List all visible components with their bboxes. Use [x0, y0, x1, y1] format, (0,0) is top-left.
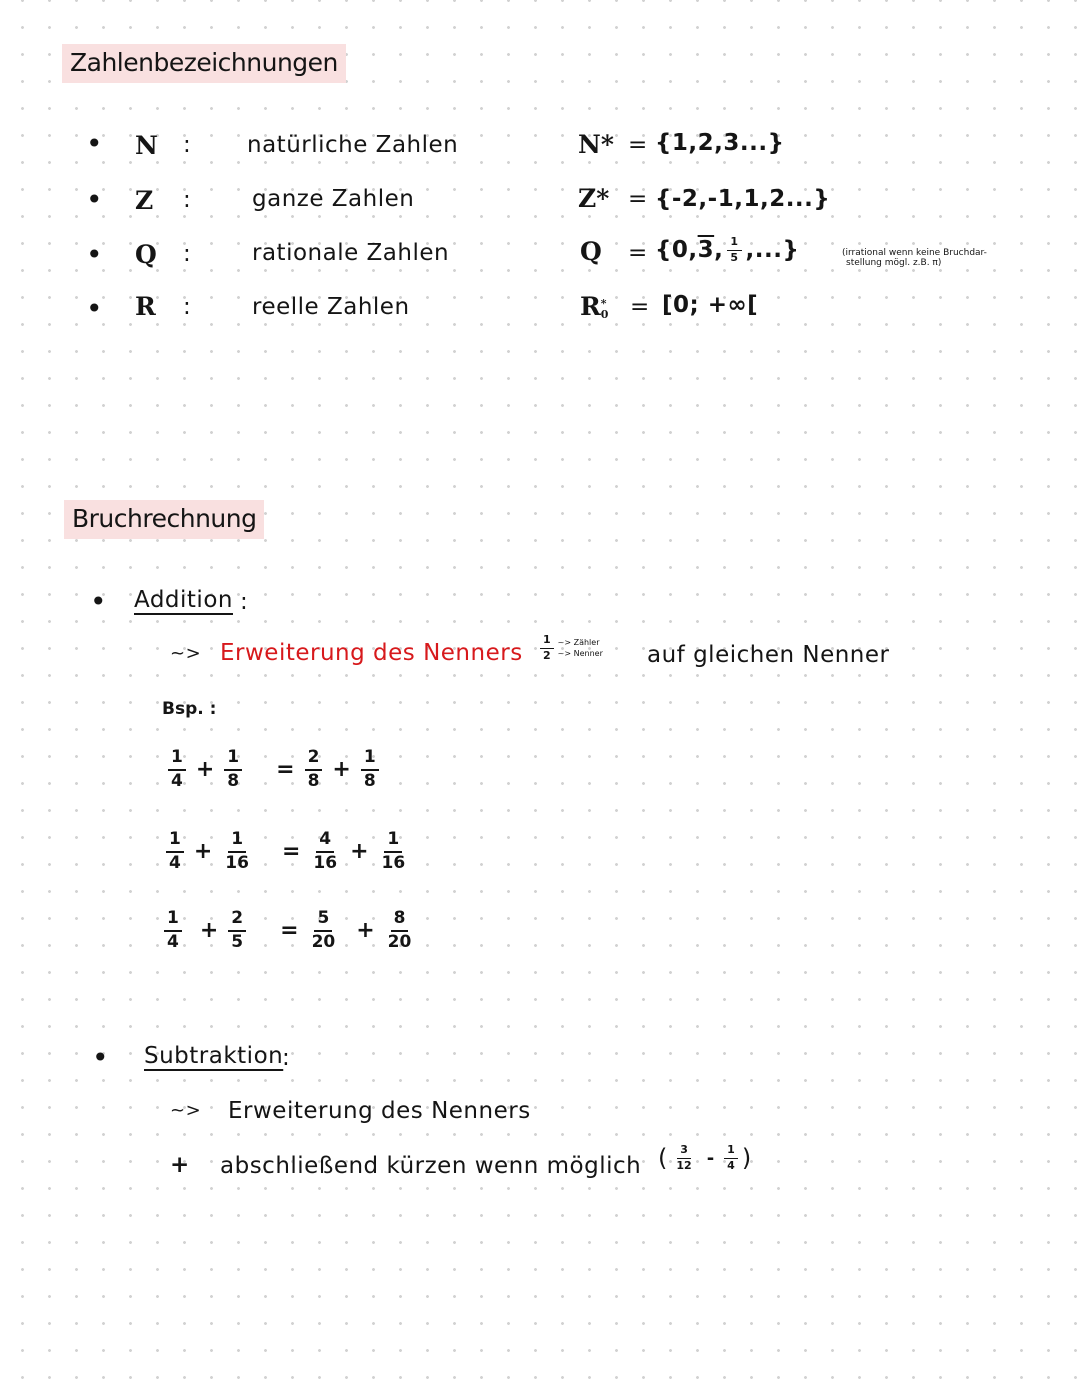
bullet: • [90, 585, 107, 618]
bullet: • [86, 238, 103, 271]
repeating-digit: 3 [697, 237, 715, 264]
denominator: 8 [363, 770, 376, 791]
equals: = [628, 240, 648, 266]
denominator: 16 [225, 852, 249, 873]
superscript: * [600, 296, 607, 310]
numerator: 1 [166, 830, 184, 853]
set-symbol-starred: Z* [578, 184, 610, 213]
addition-rule-rest: auf gleichen Nenner [647, 642, 890, 668]
paren-close: ) [741, 1144, 752, 1173]
subtraction-rule: Erweiterung des Nenners [228, 1098, 531, 1124]
bullet: • [86, 292, 103, 325]
denominator: 12 [676, 1158, 692, 1172]
example-equation [168, 748, 379, 791]
set-symbol-R-plus-zero [580, 292, 608, 321]
set-definition: [0; +∞[ [662, 292, 759, 318]
colon: : [240, 589, 249, 615]
operator: - [706, 1147, 715, 1169]
fraction [224, 748, 242, 791]
colon: : [282, 1045, 291, 1071]
denominator: 5 [730, 250, 739, 264]
fraction [228, 909, 246, 952]
set-name: rationale Zahlen [252, 240, 450, 266]
numerator: 1 [724, 1144, 738, 1159]
operator: + [350, 839, 369, 865]
set-name: reelle Zahlen [252, 294, 410, 320]
numerator: 5 [314, 909, 332, 932]
equals: = [628, 186, 648, 212]
set-symbol-indices [601, 298, 609, 320]
note-line: stellung mögl. z.B. π) [846, 258, 942, 268]
numerator-denominator-legend [540, 634, 603, 662]
denominator: 4 [171, 770, 183, 791]
denominator: 4 [169, 852, 181, 873]
numerator: 1 [168, 748, 186, 771]
bullet: • [86, 183, 103, 216]
denominator: 5 [231, 931, 244, 952]
fraction [164, 909, 182, 952]
equals: = [628, 132, 648, 158]
set-name: natürliche Zahlen [247, 132, 459, 158]
note-line: (irrational wenn keine Bruchdar- [842, 248, 987, 258]
fraction [673, 1144, 694, 1172]
example-equation [164, 909, 414, 952]
subscript: 0 [600, 307, 609, 321]
plus-icon: + [170, 1152, 190, 1178]
set-symbol-Z: Z [135, 186, 154, 215]
denominator: 20 [387, 931, 412, 952]
equals: = [281, 839, 301, 865]
section-title-numbers: Zahlenbezeichnungen [62, 44, 346, 83]
fraction [540, 634, 554, 662]
denominator: 16 [313, 852, 338, 873]
numerator: 1 [224, 748, 242, 771]
numerator: 2 [228, 909, 246, 932]
operator: + [199, 918, 219, 944]
bullet: • [92, 1041, 109, 1074]
arrow-icon: ~> [170, 643, 202, 664]
denominator: 4 [167, 931, 179, 952]
equals: = [276, 757, 295, 783]
set-symbol: Q [580, 237, 602, 266]
legend-note: ~> Nenner [557, 649, 603, 659]
arrow-icon: ~> [170, 1100, 202, 1121]
operator: + [356, 918, 375, 944]
colon: : [183, 241, 192, 267]
set-symbol-starred: N* [578, 130, 614, 159]
set-name: ganze Zahlen [252, 186, 415, 212]
numerator: 1 [164, 909, 182, 932]
example-equation [166, 830, 408, 873]
operator: + [195, 757, 215, 783]
numerator: 1 [540, 634, 554, 649]
numerator: 1 [228, 830, 246, 853]
set-symbol-base: R [580, 292, 601, 321]
colon: : [183, 294, 192, 320]
set-definition [655, 236, 799, 264]
fraction [222, 830, 252, 873]
numerator: 1 [384, 830, 402, 853]
fraction [168, 748, 186, 791]
fraction [305, 748, 323, 791]
fraction [309, 909, 339, 952]
addition-label: Addition [134, 587, 233, 613]
numerator: 2 [305, 748, 323, 771]
irrational-note [842, 248, 987, 268]
subtraction-rule: abschließend kürzen wenn möglich [220, 1153, 642, 1179]
addition-rule-highlight: Erweiterung des Nenners [220, 640, 523, 666]
legend-note: ~> Zähler [557, 638, 600, 648]
operator: + [332, 757, 351, 783]
subtraction-label: Subtraktion [144, 1043, 284, 1069]
equals: = [630, 294, 650, 320]
set-suffix: ,...} [745, 237, 800, 264]
colon: : [183, 132, 192, 158]
numerator: 3 [677, 1144, 691, 1159]
set-symbol-N: N [135, 131, 158, 160]
set-definition: {1,2,3...} [655, 130, 785, 156]
fraction [310, 830, 340, 873]
set-prefix: {0, [655, 237, 698, 264]
denominator: 16 [381, 852, 406, 873]
fraction [361, 748, 379, 791]
set-symbol-Q: Q [135, 240, 157, 269]
fraction [166, 830, 184, 873]
numerator: 8 [391, 909, 409, 932]
denominator: 20 [311, 931, 336, 952]
fraction [724, 1144, 738, 1172]
denominator: 8 [227, 770, 240, 791]
legend-notes [558, 637, 603, 659]
fraction [727, 236, 741, 264]
fraction [385, 909, 415, 952]
operator: + [193, 839, 213, 865]
set-separator: , [714, 237, 724, 264]
fraction [379, 830, 409, 873]
numerator: 1 [727, 236, 741, 251]
colon: : [183, 187, 192, 213]
denominator: 8 [307, 770, 320, 791]
set-definition: {-2,-1,1,2...} [655, 186, 831, 212]
numerator: 4 [316, 830, 334, 853]
denominator: 4 [727, 1158, 735, 1172]
denominator: 2 [543, 648, 551, 662]
example-label: Bsp. : [162, 699, 217, 719]
section-title-fractions: Bruchrechnung [64, 500, 264, 539]
numerator: 1 [361, 748, 379, 771]
bullet: • [86, 127, 103, 160]
set-symbol-R: R [135, 292, 156, 321]
equals: = [280, 918, 299, 944]
subtraction-example [658, 1144, 751, 1172]
paren-open: ( [658, 1144, 668, 1173]
